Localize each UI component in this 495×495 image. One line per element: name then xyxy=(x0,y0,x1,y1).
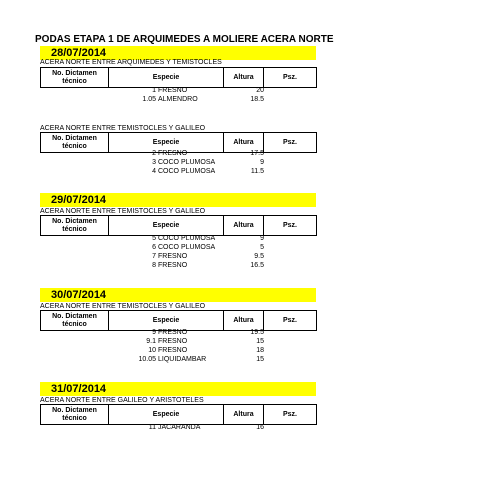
table-row xyxy=(40,328,316,337)
altura-value: 9 xyxy=(260,235,264,242)
header-dictamen: No. Dictamen técnico xyxy=(41,405,109,425)
dictamen-number: 10.05 xyxy=(138,356,156,363)
header-especie: Especie xyxy=(109,133,224,153)
dictamen-number: 1.05 xyxy=(142,96,156,103)
table-row xyxy=(40,95,316,104)
especie-value: COCO PLUMOSA xyxy=(158,168,216,175)
header-altura: Altura xyxy=(224,311,264,331)
altura-value: 5 xyxy=(260,244,264,251)
header-psz: Psz. xyxy=(264,311,317,331)
header-altura: Altura xyxy=(224,216,264,236)
altura-value: 17.5 xyxy=(250,150,264,157)
dictamen-number: 3 xyxy=(152,159,156,166)
especie-value: JACARANDA xyxy=(158,424,201,431)
table-header xyxy=(40,404,317,425)
table-row xyxy=(40,158,316,167)
header-psz: Psz. xyxy=(264,216,317,236)
especie-value: COCO PLUMOSA xyxy=(158,235,216,242)
especie-value: FRESNO xyxy=(158,87,188,94)
table-row xyxy=(40,86,316,95)
page-title: PODAS ETAPA 1 DE ARQUIMEDES A MOLIERE ACERA NORTE xyxy=(35,34,334,45)
header-altura: Altura xyxy=(224,68,264,88)
section-label: ACERA NORTE ENTRE TEMISTOCLES Y GALILEO xyxy=(40,303,206,310)
altura-value: 15 xyxy=(256,338,264,345)
header-dictamen: No. Dictamen técnico xyxy=(41,133,109,153)
header-especie: Especie xyxy=(109,311,224,331)
altura-value: 9.5 xyxy=(254,253,264,260)
header-psz: Psz. xyxy=(264,68,317,88)
header-psz: Psz. xyxy=(264,405,317,425)
date-bar: 30/07/2014 xyxy=(40,288,316,302)
altura-value: 9 xyxy=(260,159,264,166)
dictamen-number: 11 xyxy=(148,424,156,431)
dictamen-number: 9 xyxy=(152,329,156,336)
header-altura: Altura xyxy=(224,133,264,153)
dictamen-number: 2 xyxy=(152,150,156,157)
table-row xyxy=(40,337,316,346)
header-especie: Especie xyxy=(109,216,224,236)
header-dictamen: No. Dictamen técnico xyxy=(41,311,109,331)
table-row xyxy=(40,346,316,355)
table-row xyxy=(40,423,316,432)
altura-value: 16.5 xyxy=(250,262,264,269)
altura-value: 16 xyxy=(256,424,264,431)
dictamen-number: 10 xyxy=(148,347,156,354)
dictamen-number: 8 xyxy=(152,262,156,269)
header-especie: Especie xyxy=(109,405,224,425)
altura-value: 11.5 xyxy=(250,168,264,175)
especie-value: COCO PLUMOSA xyxy=(158,159,216,166)
date-bar: 31/07/2014 xyxy=(40,382,316,396)
especie-value: FRESNO xyxy=(158,150,188,157)
especie-value: FRESNO xyxy=(158,329,188,336)
date-bar: 28/07/2014 xyxy=(40,46,316,60)
table-row xyxy=(40,252,316,261)
header-dictamen: No. Dictamen técnico xyxy=(41,216,109,236)
header-especie: Especie xyxy=(109,68,224,88)
dictamen-number: 9.1 xyxy=(146,338,156,345)
dictamen-number: 7 xyxy=(152,253,156,260)
table-row xyxy=(40,355,316,364)
dictamen-number: 1 xyxy=(152,87,156,94)
especie-value: ALMENDRO xyxy=(158,96,198,103)
table-row xyxy=(40,234,316,243)
table-header xyxy=(40,215,317,236)
dictamen-number: 5 xyxy=(152,235,156,242)
table-row xyxy=(40,243,316,252)
table-row xyxy=(40,167,316,176)
section-label: ACERA NORTE ENTRE TEMISTOCLES Y GALILEO xyxy=(40,208,206,215)
altura-value: 18.5 xyxy=(250,96,264,103)
especie-value: FRESNO xyxy=(158,253,188,260)
table-header xyxy=(40,67,317,88)
altura-value: 20 xyxy=(256,87,264,94)
especie-value: FRESNO xyxy=(158,262,188,269)
header-dictamen: No. Dictamen técnico xyxy=(41,68,109,88)
especie-value: FRESNO xyxy=(158,347,188,354)
header-altura: Altura xyxy=(224,405,264,425)
section-label: ACERA NORTE ENTRE ARQUIMEDES Y TEMISTOCLES xyxy=(40,59,222,66)
altura-value: 15 xyxy=(256,356,264,363)
date-bar: 29/07/2014 xyxy=(40,193,316,207)
dictamen-number: 6 xyxy=(152,244,156,251)
section-label: ACERA NORTE ENTRE TEMISTOCLES Y GALILEO xyxy=(40,125,206,132)
dictamen-number: 4 xyxy=(152,168,156,175)
especie-value: COCO PLUMOSA xyxy=(158,244,216,251)
altura-value: 18 xyxy=(256,347,264,354)
section-label: ACERA NORTE ENTRE GALILEO Y ARISTOTELES xyxy=(40,397,204,404)
altura-value: 19.5 xyxy=(250,329,264,336)
especie-value: FRESNO xyxy=(158,338,188,345)
especie-value: LIQUIDAMBAR xyxy=(158,356,207,363)
header-psz: Psz. xyxy=(264,133,317,153)
table-row xyxy=(40,261,316,270)
table-row xyxy=(40,149,316,158)
